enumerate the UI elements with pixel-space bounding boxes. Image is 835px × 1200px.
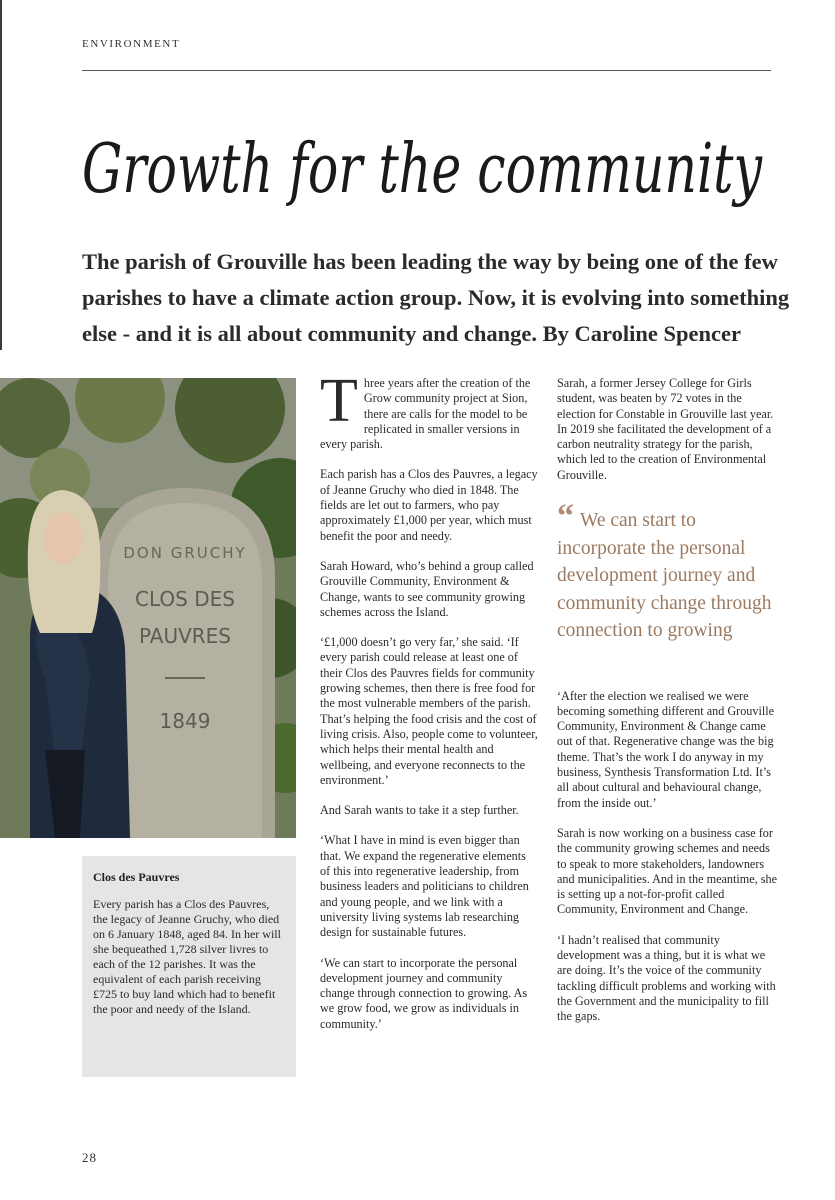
stone-text-3: PAUVRES xyxy=(138,624,232,648)
article-paragraph: Sarah Howard, who’s behind a group called Grouville Community, Environment & Change, wants to see community growing schemes across the Island. xyxy=(320,558,534,619)
article-paragraph: ‘We can start to incorporate the personal development journey and community change through connection to growing. As we grow food, we grow as individuals in community.’ xyxy=(320,955,528,1031)
header-rule xyxy=(82,70,771,71)
article-paragraph: Each parish has a Clos des Pauvres, a legacy of Jeanne Gruchy who died in 1848. The fields are let out to farmers, who pay approximately £1,000 per year, which must benefit the poor and needy. xyxy=(320,467,538,543)
article-paragraph: ‘What I have in mind is even bigger than that. We expand the regenerative elements of this into regenerative leadership, from business leaders and politicians to children and young people, and we link with a university living systems lab researching design for sustainable futures. xyxy=(320,833,529,940)
drop-cap: T xyxy=(320,367,358,435)
standfirst: The parish of Grouville has been leading the way by being one of the few parishes to have a climate action group. Now, it is evolving into something else - and it is all about community and change. By Caroline Spencer xyxy=(82,249,790,346)
article-column-2 xyxy=(557,376,777,1040)
article-paragraph: And Sarah wants to take it a step further. xyxy=(320,803,519,818)
article-paragraph: ‘£1,000 doesn’t go very far,’ she said. ‘If every parish could release at least one of their Clos des Pauvres fields for community growing schemes, then there is free food for the most vulnerable members of the parish. That’s helping the food crisis and the cost of living crisis. Also, people come to volunteer, which helps their mental health and wellbeing, and everyone reconnects to the environment.’ xyxy=(320,635,538,787)
pull-quote xyxy=(557,498,777,645)
pull-quote-body: We can start to incorporate the personal development journey and community change through connection to growing xyxy=(557,510,772,642)
article-paragraph xyxy=(320,367,538,452)
paragraph-text: hree years after the creation of the Grow community project at Sion, there are calls for the model to be replicated in smaller versions in every parish. xyxy=(320,376,531,452)
article-column-1 xyxy=(320,367,538,1047)
article-headline xyxy=(82,112,772,222)
caption-text: Every parish has a Clos des Pauvres, the legacy of Jeanne Gruchy, who died on 6 January 1848, aged 84. In her will she bequeathed 1,728 silver livres to each of the 12 parishes. It was the equivalent of each parish receiving £725 to buy land which had to benefit the poor and needy of the Island. xyxy=(93,897,281,1016)
stone-text-2: CLOS DES xyxy=(135,587,235,611)
article-paragraph: Sarah, a former Jersey College for Girls student, was beaten by 72 votes in the election for Constable in Grouville last year. In 2019 she facilitated the development of a carbon neutrality strategy for the parish, which led to the creation of Environmental Grouville. xyxy=(557,376,774,482)
caption-box xyxy=(82,856,296,1077)
page-edge-line xyxy=(0,0,2,350)
article-paragraph: ‘After the election we realised we were becoming something different and Grouville Community, Environment & Change came out of that. Regenerative change was the big theme. That’s the work I do anyway in my business, Synthesis Transformation Ltd. It’s all about cultural and behavioural change, from the inside out.’ xyxy=(557,688,775,810)
pull-quote-text xyxy=(557,498,772,642)
article-paragraph: Sarah is now working on a business case for the community growing schemes and needs to speak to more stakeholders, landowners and municipalities. And in the meantime, she is setting up a not-for-profit called Community, Environment and Change. xyxy=(557,825,778,917)
headline-text: Growth for the community xyxy=(82,130,764,209)
article-paragraph: ‘I hadn’t realised that community development was a thing, but it is what we are doing. It’s the voice of the community tackling difficult problems and working with the Government and the municipality to fill the gaps. xyxy=(557,932,776,1024)
quote-mark-icon: “ xyxy=(557,498,574,536)
stone-year: 1849 xyxy=(159,709,211,733)
section-label: ENVIRONMENT xyxy=(82,38,181,50)
stone-text-1: DON GRUCHY xyxy=(123,544,247,562)
article-photo xyxy=(0,378,296,838)
page-number: 28 xyxy=(82,1150,97,1165)
caption-title: Clos des Pauvres xyxy=(93,870,180,884)
